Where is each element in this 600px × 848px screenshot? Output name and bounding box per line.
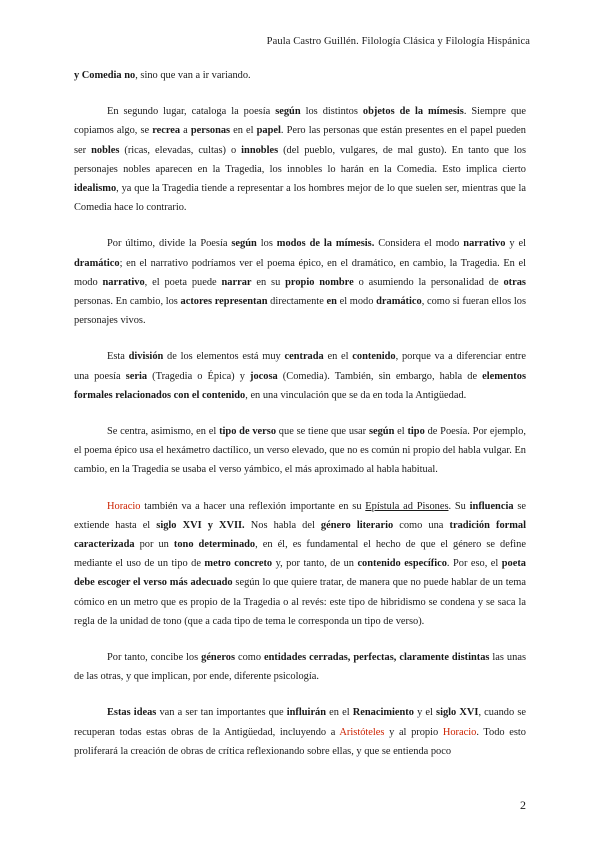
text-run: , como si fueran ellos los personajes vivos. [74,296,527,327]
author-name: Aristóteles [339,726,385,738]
text-run: Por tanto, concibe los [107,652,202,664]
text-run: los distintos [300,106,363,118]
page-number: 2 [520,798,526,812]
emphasis-text: tono determinado [173,539,256,551]
text-run: y, por tanto, de un [272,558,358,570]
text-run: según lo que quiere tratar, de manera que no puede hablar de un tema cómico en un metro que es propio de la Tragedia o al revés: este tipo de hibridismo se condena y se saca la regla de la unidad de tono (que a cada tipo de tema le corresponda un tipo de verso). [74,577,526,627]
emphasis-text: influirán [286,707,327,719]
emphasis-text: según [231,238,257,250]
text-run: de Poesía. Por ejemplo, el poema épico usa el hexámetro dactílico, un verso elevado, que no es común ni propio del habla vulgar. En cambio, en la Tragedia se usaba el verso yámbico, el más aproximado al habla habitual. [74,426,526,476]
emphasis-text: idealismo [74,183,117,195]
emphasis-text: siglo XVI [436,707,479,719]
text-run: (ricas, elevadas, cultas) o [119,144,242,156]
text-run: los [256,238,277,250]
text-run: , cuando se recuperan todas estas obras de la Antigüedad, incluyendo a [74,707,526,738]
work-title: Epístula ad Pisones [365,500,449,512]
text-run: o asumiendo la personalidad de [353,276,504,288]
emphasis-text: género literario [320,519,394,531]
text-run: directamente [267,296,327,308]
text-run: personas. En cambio, los [74,296,181,308]
author-name: Horacio [442,726,477,738]
emphasis-text: dramático [376,296,422,308]
emphasis-text: tipo de verso [219,426,277,438]
text-run: el modo [336,296,377,308]
text-run: . Por eso, el [446,558,502,570]
page-header: Paula Castro Guillén. Filología Clásica y Filología Hispánica [266,36,530,47]
emphasis-text: Estas ideas [107,707,157,719]
text-run: , en una vinculación que se da en toda la Antigüedad. [245,389,467,401]
emphasis-text: y Comedia no [74,70,136,81]
text-run: , sino que van a ir variando. [135,70,251,81]
body-paragraph [74,234,526,330]
emphasis-text: otras [503,276,526,288]
text-run: que se tiene que usar [276,426,369,438]
text-run: en su [251,276,286,288]
emphasis-text: géneros [201,652,235,664]
emphasis-text: propio nombre [285,276,354,288]
document-body [74,66,526,778]
text-run: . Todo esto proliferará la creación de obras de crítica reflexionando sobre ellas, y que se entienda poco [74,726,526,757]
emphasis-text: según [368,426,395,438]
text-run: , porque va a diferenciar entre una poesía [74,351,526,382]
emphasis-text: seria [125,370,148,382]
emphasis-text: modos de la mímesis. [276,238,375,250]
body-paragraph [74,648,526,686]
text-run: En segundo lugar, cataloga la poesía [107,106,276,118]
text-run: , en él, es fundamental el hecho de que el género se define mediante el uso de un tipo de [74,539,526,570]
text-run: Considera el modo [374,238,464,250]
emphasis-text: papel [256,125,281,137]
text-run: Esta [107,351,129,363]
text-run: y el [413,707,437,719]
text-run: en el [230,125,257,137]
text-run: , el poeta puede [144,276,222,288]
body-paragraph [74,347,526,405]
emphasis-text: dramático [74,257,120,269]
text-run: (Tragedia o Épica) y [147,370,251,382]
emphasis-text: centrada [284,351,324,363]
emphasis-text: narrativo [102,276,145,288]
emphasis-text: tradición formal caracterizada [74,519,526,551]
text-run: ; en el narrativo podríamos ver el poema épico, en el dramático, en cambio, la Tragedia. En el modo [74,257,526,288]
emphasis-text: según [275,106,301,118]
author-name: Horacio [107,500,141,512]
emphasis-text: contenido [352,351,396,363]
emphasis-text: jocosa [250,370,278,382]
emphasis-text: Renacimiento [352,707,414,719]
text-run: a [180,125,191,137]
body-paragraph [74,102,526,217]
emphasis-text: en [326,296,337,308]
text-run: de los elementos está muy [163,351,285,363]
text-run: como [235,652,265,664]
emphasis-text: contenido específico [357,558,447,570]
text-run: se extiende hasta el [74,500,526,531]
body-paragraph [74,66,526,85]
emphasis-text: influencia [469,500,514,512]
text-run: por un [134,539,174,551]
emphasis-text: tipo [407,426,425,438]
text-run: las unas de las otras, y que implican, por ende, diferente psicología. [74,652,526,683]
text-run: en el [326,707,353,719]
emphasis-text: entidades cerradas, perfectas, claramente distintas [264,652,490,664]
emphasis-text: elementos formales relacionados con el contenido [74,370,526,401]
emphasis-text: nobles [91,144,120,156]
emphasis-text: metro concreto [204,558,273,570]
text-run: el [394,426,408,438]
body-paragraph [74,422,526,480]
emphasis-text: poeta debe escoger el verso más adecuado [74,558,526,589]
emphasis-text: innobles [241,144,279,156]
text-run: y al propio [384,726,443,738]
text-run: . Su [448,500,470,512]
text-run: , ya que la Tragedia tiende a representar a los hombres mejor de lo que suelen ser, mientras que la Comedia hace lo contrario. [74,183,526,214]
emphasis-text: recrea [152,125,181,137]
text-run: Nos habla del [244,519,321,531]
body-paragraph [74,497,526,631]
body-paragraph [74,703,526,761]
emphasis-text: actores representan [180,296,268,308]
text-run: Se centra, asimismo, en el [107,426,220,438]
emphasis-text: siglo XVI y XVII. [156,519,245,531]
text-run: también va a hacer una reflexión importante en su [140,500,366,512]
text-run: (del pueblo, vulgares, de mal gusto). En tanto que los personajes nobles aparecen en la Tragedia, los innobles lo harán en la Comedia. Esto implica cierto [74,144,527,175]
text-run: como una [393,519,450,531]
emphasis-text: narrativo [463,238,506,250]
text-run: . Pero las personas que están presentes en el papel pueden ser [74,125,526,156]
emphasis-text: narrar [221,276,252,288]
text-run: Por último, divide la Poesía [107,238,232,250]
text-run: (Comedia). También, sin embargo, habla de [277,370,483,382]
text-run: . Siempre que copiamos algo, se [74,106,526,137]
text-run: y el [505,238,526,250]
text-run: en el [323,351,353,363]
emphasis-text: objetos de la mímesis [362,106,464,118]
emphasis-text: división [128,351,164,363]
text-run: van a ser tan importantes que [156,707,287,719]
emphasis-text: personas [190,125,231,137]
